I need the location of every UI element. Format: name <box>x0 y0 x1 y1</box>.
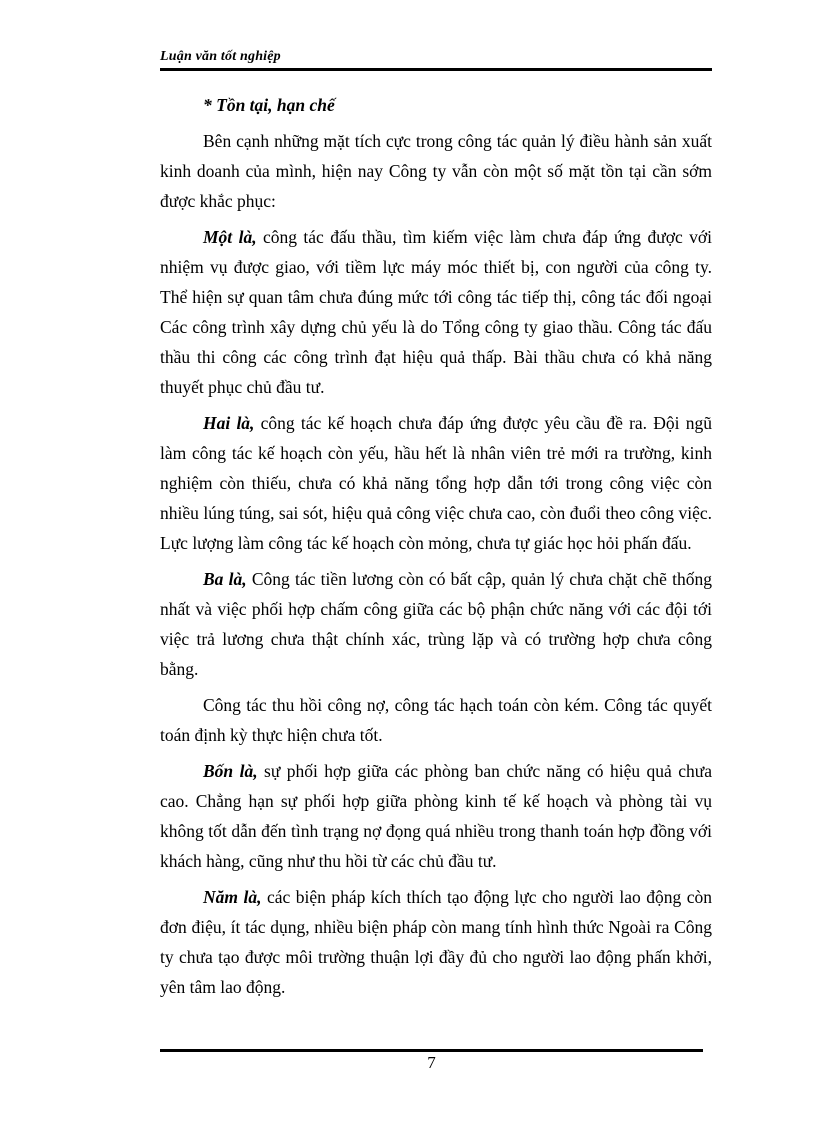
item-text: Công tác tiền lương còn có bất cập, quản lý chưa chặt chẽ thống nhất và việc phối hợp chấm công giữa các bộ phận chức năng với các đội tới việc trả lương chưa thật chính xác, trùng lặp và có trường hợp chưa công bằng. <box>160 569 712 679</box>
page-number: 7 <box>427 1053 436 1072</box>
item-text: công tác kế hoạch chưa đáp ứng được yêu cầu đề ra. Đội ngũ làm công tác kế hoạch còn yếu, hầu hết là nhân viên trẻ mới ra trường, kinh nghiệm còn thiếu, chưa có khả năng tổng hợp dẫn tới trong công việc còn nhiều lúng túng, sai sót, hiệu quả công việc chưa cao, còn đuổi theo công việc. Lực lượng làm công tác kế hoạch còn mỏng, chưa tự giác học hỏi phấn đấu. <box>160 413 712 553</box>
paragraph-item-6 <box>160 882 712 1002</box>
item-text: các biện pháp kích thích tạo động lực cho người lao động còn đơn điệu, ít tác dụng, nhiều biện pháp còn mang tính hình thức Ngoài ra Công ty chưa tạo được môi trường thuận lợi đầy đủ cho người lao động phấn khởi, yên tâm lao động. <box>160 887 712 997</box>
paragraph-item-5 <box>160 756 712 876</box>
main-content <box>160 90 712 1002</box>
paragraph-item-1 <box>160 222 712 402</box>
paragraph-item-4 <box>160 690 712 750</box>
page-header <box>160 48 712 66</box>
paragraph-item-2 <box>160 408 712 558</box>
section-heading: * Tồn tại, hạn chế <box>203 95 335 115</box>
item-lead: Một là, <box>203 227 257 247</box>
item-text: công tác đấu thầu, tìm kiếm việc làm chưa đáp ứng được với nhiệm vụ được giao, với tiềm lực máy móc thiết bị, con người của công ty. Thể hiện sự quan tâm chưa đúng mức tới công tác tiếp thị, công tác đối ngoại Các công trình xây dựng chủ yếu là do Tổng công ty giao thầu. Công tác đấu thầu thi công các công trình đạt hiệu quả thấp. Bài thầu chưa có khả năng thuyết phục chủ đầu tư. <box>160 227 712 397</box>
header-title: Luận văn tốt nghiệp <box>160 49 281 64</box>
item-text: Công tác thu hồi công nợ, công tác hạch toán còn kém. Công tác quyết toán định kỳ thực hiện chưa tốt. <box>160 695 712 745</box>
item-lead: Bốn là, <box>203 761 258 781</box>
item-lead: Năm là, <box>203 887 262 907</box>
intro-paragraph: Bên cạnh những mặt tích cực trong công tác quản lý điều hành sản xuất kinh doanh của mình, hiện nay Công ty vẫn còn một số mặt tồn tại cần sớm được khắc phục: <box>160 131 712 211</box>
header-rule <box>160 68 712 71</box>
item-lead: Hai là, <box>203 413 255 433</box>
paragraph-item-3 <box>160 564 712 684</box>
item-text: sự phối hợp giữa các phòng ban chức năng có hiệu quả chưa cao. Chẳng hạn sự phối hợp giữa phòng kinh tế kế hoạch và phòng tài vụ không tốt dẫn đến tình trạng nợ đọng quá nhiều trong thanh toán hợp đồng với khách hàng, cũng như thu hồi từ các chủ đầu tư. <box>160 761 712 871</box>
item-lead: Ba là, <box>203 569 247 589</box>
